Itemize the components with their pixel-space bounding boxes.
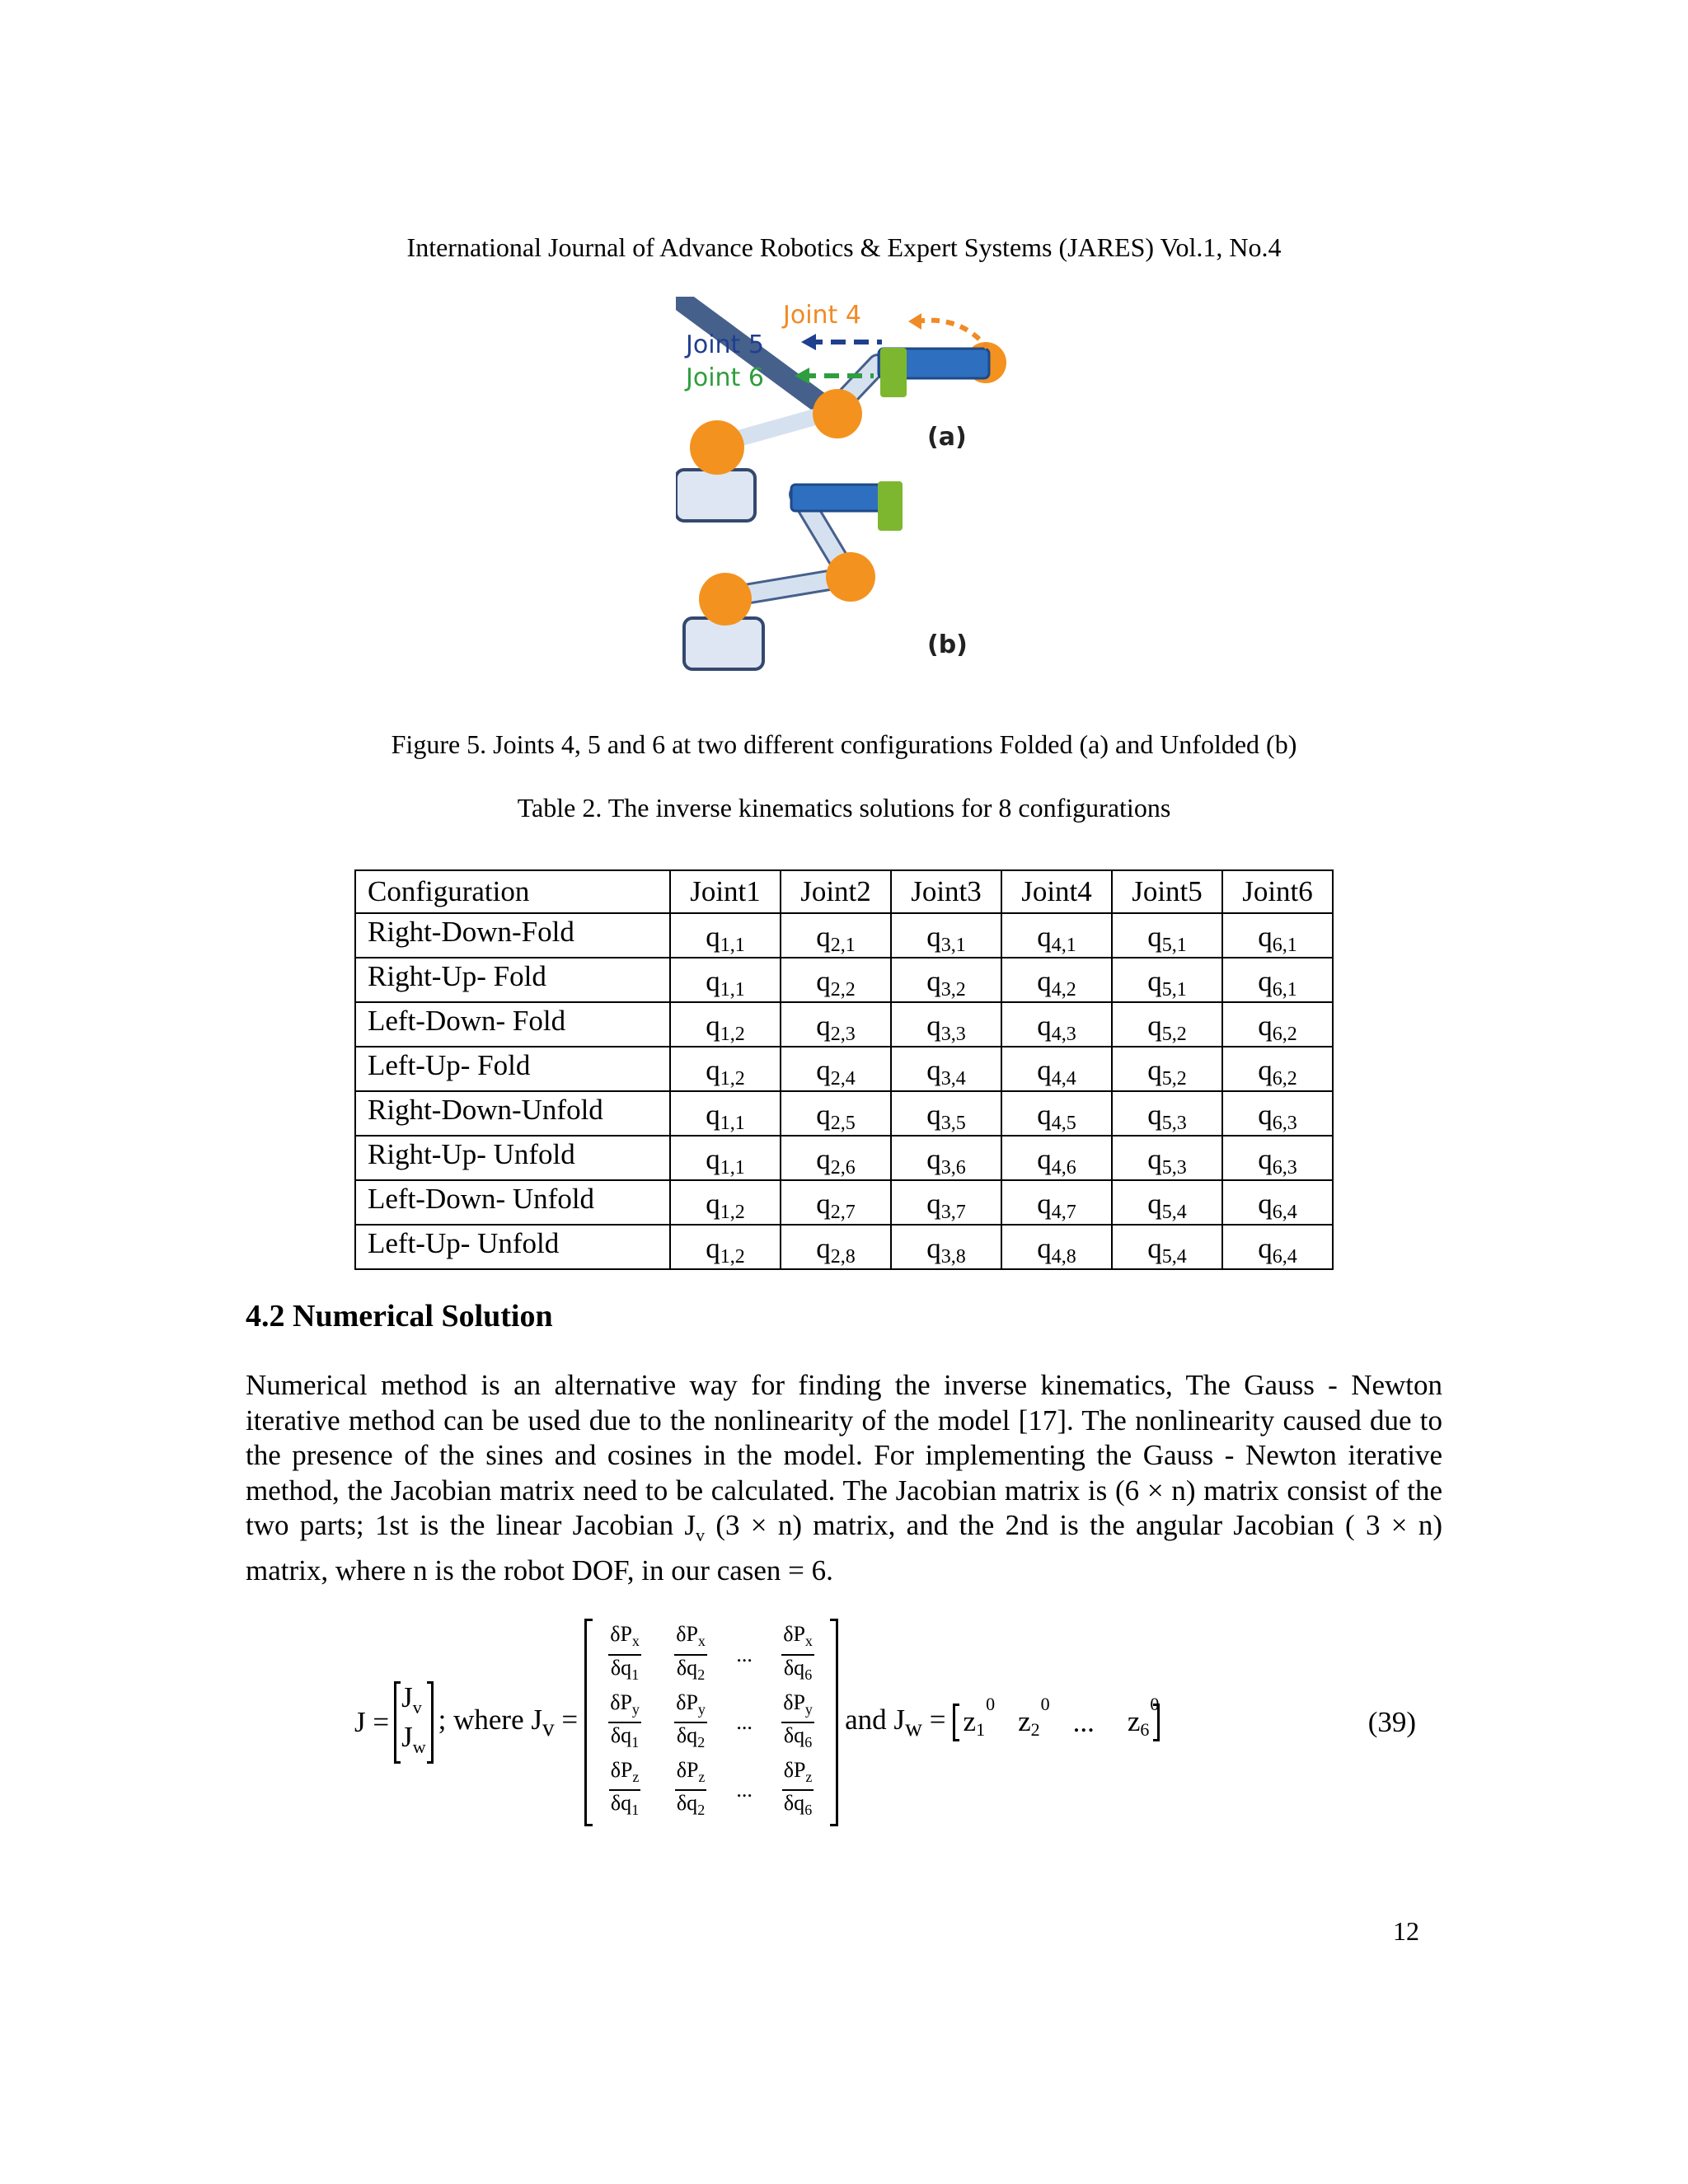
equation-row <box>354 1615 1160 1830</box>
label-a: (a) <box>927 423 967 452</box>
joint-circle-a1 <box>690 420 744 475</box>
equation-number: (39) <box>1367 1706 1416 1738</box>
cell-joint4: $q_{4,7}$ <box>1001 1180 1112 1225</box>
eq-where: ; where $J_v$ = <box>438 1703 579 1741</box>
table-caption: Table 2. The inverse kinematics solutions for 8 configurations <box>517 793 1171 823</box>
cell-joint5: $q_{5,2}$ <box>1112 1047 1222 1091</box>
joint-circle-b1 <box>699 573 752 626</box>
cell-joint1: $q_{1,1}$ <box>670 1091 781 1136</box>
table-row <box>355 1091 1333 1136</box>
base-a <box>676 470 755 521</box>
eq-jv-matrix: $\frac{\delta P_x}{\delta q_1}$ $\frac{\delta P_x}{\delta q_2}$ ... $\frac{\delta P_x}{\delta q_6}$ $\frac{\delta P_y}{\delta q_1}$ $\frac{\delta P_y}{\delta q_2}$ ... $\frac{\delta P_y}{\delta q_6}$ $\frac{\delta P_z}{\delta q_1}$ $\frac{\delta P_z}{\delta q_2}$ ... $\frac{\delta P_z}{\delta q_6}$ <box>584 1619 838 1825</box>
cell-joint3: $q_{3,3}$ <box>891 1002 1001 1047</box>
header-joint3: Joint3 <box>891 870 1001 913</box>
header-joint1: Joint1 <box>670 870 781 913</box>
cell-joint6: $q_{6,1}$ <box>1222 913 1333 958</box>
cell-joint6: $q_{6,3}$ <box>1222 1091 1333 1136</box>
eq-jacobian-vector: $J_v$ $J_w$ <box>394 1681 434 1764</box>
cell-joint4: $q_{4,2}$ <box>1001 958 1112 1002</box>
gripper-a <box>880 348 907 397</box>
table-row <box>355 958 1333 1002</box>
header-joint6: Joint6 <box>1222 870 1333 913</box>
ik-solutions-table <box>354 869 1334 1270</box>
header-joint2: Joint2 <box>781 870 891 913</box>
cell-joint2: $q_{2,1}$ <box>781 913 891 958</box>
figure-caption: Figure 5. Joints 4, 5 and 6 at two different configurations Folded (a) and Unfolded (b) <box>391 729 1297 759</box>
cell-joint3: $q_{3,5}$ <box>891 1091 1001 1136</box>
cell-joint5: $q_{5,4}$ <box>1112 1180 1222 1225</box>
cell-joint4: $q_{4,4}$ <box>1001 1047 1112 1091</box>
paragraph-part2: (3 × n) matrix, and the 2nd is the angular Jacobian ( 3 × n) matrix, where n is the robot DOF, in our casen = 6. <box>246 1509 1442 1586</box>
cell-joint3: $q_{3,8}$ <box>891 1225 1001 1269</box>
cell-joint2: $q_{2,3}$ <box>781 1002 891 1047</box>
label-b: (b) <box>927 630 968 659</box>
cell-joint3: $q_{3,1}$ <box>891 913 1001 958</box>
label-joint6: Joint 6 <box>686 363 764 392</box>
joint-circle-a2 <box>813 389 862 438</box>
cell-joint2: $q_{2,7}$ <box>781 1180 891 1225</box>
paragraph-sub-v: v <box>696 1525 706 1545</box>
cell-joint4: $q_{4,3}$ <box>1001 1002 1112 1047</box>
cell-joint6: $q_{6,2}$ <box>1222 1002 1333 1047</box>
cell-joint5: $q_{5,4}$ <box>1112 1225 1222 1269</box>
cell-configuration: Left-Down- Fold <box>355 1002 670 1047</box>
equation-39 <box>354 1615 1426 1830</box>
paragraph-part1: Numerical method is an alternative way for finding the inverse kinematics, The Gauss - Newton iterative method can be used due to the nonlinearity of the model [17]. The nonlinearity caused due to the presence of the sines and cosines in the model. For implementing the Gauss - Newton iterative method, the Jacobian matrix need to be calculated. The Jacobian matrix is (6 × n) matrix consist of the two parts; 1st is the linear Jacobian J <box>246 1369 1442 1541</box>
cell-joint5: $q_{5,1}$ <box>1112 913 1222 958</box>
table-row <box>355 1136 1333 1180</box>
cell-configuration: Right-Up- Unfold <box>355 1136 670 1180</box>
gripper-b <box>878 481 903 531</box>
cell-configuration: Left-Up- Fold <box>355 1047 670 1091</box>
cell-joint3: $q_{3,7}$ <box>891 1180 1001 1225</box>
cell-joint3: $q_{3,4}$ <box>891 1047 1001 1091</box>
cell-configuration: Right-Up- Fold <box>355 958 670 1002</box>
cell-joint6: $q_{6,2}$ <box>1222 1047 1333 1091</box>
label-joint4: Joint 4 <box>783 301 861 330</box>
cell-joint4: $q_{4,8}$ <box>1001 1225 1112 1269</box>
base-b <box>684 618 763 669</box>
joint4-arrow <box>917 321 987 348</box>
table-row <box>355 1180 1333 1225</box>
cell-joint1: $q_{1,2}$ <box>670 1047 781 1091</box>
wrist-b <box>791 485 882 511</box>
cell-joint4: $q_{4,1}$ <box>1001 913 1112 958</box>
cell-joint3: $q_{3,6}$ <box>891 1136 1001 1180</box>
cell-joint1: $q_{1,2}$ <box>670 1225 781 1269</box>
cell-joint1: $q_{1,1}$ <box>670 1136 781 1180</box>
cell-joint5: $q_{5,1}$ <box>1112 958 1222 1002</box>
body-paragraph <box>246 1368 1442 1588</box>
header-joint5: Joint5 <box>1112 870 1222 913</box>
cell-configuration: Right-Down-Fold <box>355 913 670 958</box>
table-row <box>355 1002 1333 1047</box>
cell-joint6: $q_{6,4}$ <box>1222 1180 1333 1225</box>
cell-joint4: $q_{4,5}$ <box>1001 1091 1112 1136</box>
cell-joint1: $q_{1,1}$ <box>670 913 781 958</box>
table-row <box>355 913 1333 958</box>
cell-configuration: Right-Down-Unfold <box>355 1091 670 1136</box>
figure-robot-joints <box>676 297 1022 676</box>
cell-joint2: $q_{2,8}$ <box>781 1225 891 1269</box>
cell-joint2: $q_{2,6}$ <box>781 1136 891 1180</box>
table-row <box>355 1225 1333 1269</box>
cell-joint2: $q_{2,2}$ <box>781 958 891 1002</box>
cell-configuration: Left-Up- Unfold <box>355 1225 670 1269</box>
header-configuration: Configuration <box>355 870 670 913</box>
cell-joint2: $q_{2,4}$ <box>781 1047 891 1091</box>
cell-joint6: $q_{6,1}$ <box>1222 958 1333 1002</box>
cell-joint6: $q_{6,3}$ <box>1222 1136 1333 1180</box>
header-joint4: Joint4 <box>1001 870 1112 913</box>
cell-joint4: $q_{4,6}$ <box>1001 1136 1112 1180</box>
cell-joint5: $q_{5,2}$ <box>1112 1002 1222 1047</box>
table-row <box>355 1047 1333 1091</box>
page-number: 12 <box>1393 1916 1419 1946</box>
cell-joint1: $q_{1,2}$ <box>670 1180 781 1225</box>
cell-joint3: $q_{3,2}$ <box>891 958 1001 1002</box>
cell-joint6: $q_{6,4}$ <box>1222 1225 1333 1269</box>
eq-jw-vector: z1 0 z2 0 ... z6 0 <box>953 1704 1160 1741</box>
running-header: International Journal of Advance Robotics & Expert Systems (JARES) Vol.1, No.4 <box>406 232 1282 262</box>
table-header-row <box>355 870 1333 913</box>
cell-joint1: $q_{1,1}$ <box>670 958 781 1002</box>
cell-joint2: $q_{2,5}$ <box>781 1091 891 1136</box>
label-joint5: Joint 5 <box>686 330 764 359</box>
section-title: 4.2 Numerical Solution <box>246 1299 553 1333</box>
cell-configuration: Left-Down- Unfold <box>355 1180 670 1225</box>
cell-joint5: $q_{5,3}$ <box>1112 1136 1222 1180</box>
cell-joint5: $q_{5,3}$ <box>1112 1091 1222 1136</box>
table-body <box>355 913 1333 1269</box>
eq-and: and $J_w$ = <box>845 1703 946 1741</box>
cell-joint1: $q_{1,2}$ <box>670 1002 781 1047</box>
eq-lhs: J = <box>354 1706 390 1738</box>
joint-circle-b2 <box>826 552 875 602</box>
